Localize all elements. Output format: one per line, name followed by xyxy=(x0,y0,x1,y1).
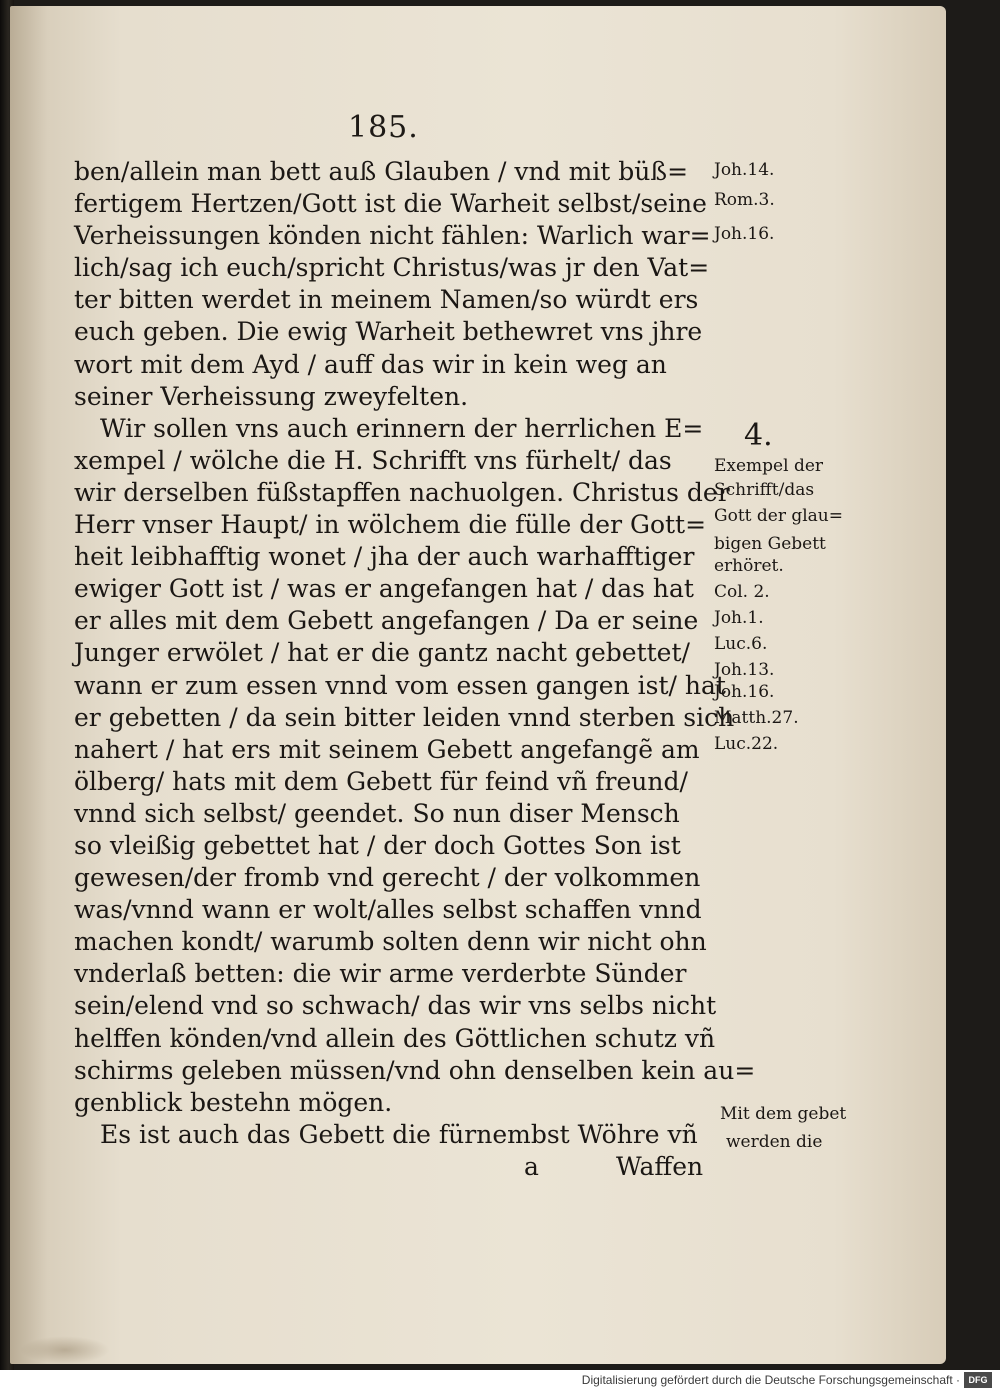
marginal-note: Matth.27. xyxy=(714,708,799,728)
dfg-logo-icon: DFG xyxy=(964,1372,992,1388)
page-number: 185. xyxy=(348,110,419,145)
marginal-note: Joh.16. xyxy=(714,224,775,244)
text-line: wir derselben füßstapffen nachuolgen. Christus der xyxy=(74,477,730,507)
marginal-note: erhöret. xyxy=(714,556,784,576)
text-line: Herr vnser Haupt/ in wölchem die fülle der Gott= xyxy=(74,510,707,540)
text-line: vnnd sich selbst/ geendet. So nun diser Mensch xyxy=(74,798,680,828)
marginal-note: Joh.1. xyxy=(714,608,764,628)
text-line: Verheissungen könden nicht fählen: Warlich war= xyxy=(74,221,711,251)
text-line: Es ist auch das Gebett die fürnembst Wöhre vñ xyxy=(100,1119,698,1149)
text-line: gewesen/der fromb vnd gerecht / der volkommen xyxy=(74,863,701,893)
text-line: fertigem Hertzen/Gott ist die Warheit selbst/seine xyxy=(74,189,707,219)
signature-mark: a xyxy=(524,1152,539,1181)
text-line: Junger erwölet / hat er die gantz nacht gebettet/ xyxy=(74,638,690,668)
text-line: machen kondt/ warumb solten denn wir nicht ohn xyxy=(74,927,707,957)
page-stain xyxy=(20,1336,110,1364)
text-line: schirms geleben müssen/vnd ohn denselben kein au= xyxy=(74,1055,756,1085)
text-line: ben/allein man bett auß Glauben / vnd mit büß= xyxy=(74,157,689,186)
text-line: sein/elend vnd so schwach/ das wir vns selbs nicht xyxy=(74,991,717,1021)
marginal-note: Schrifft/das xyxy=(714,480,815,500)
marginal-note: Exempel der xyxy=(714,456,824,476)
text-line: Wir sollen vns auch erinnern der herrlichen E= xyxy=(100,413,704,443)
text-line: xempel / wölche die H. Schrifft vns fürhelt/ das xyxy=(74,445,672,475)
text-line: lich/sag ich euch/spricht Christus/was jr den Vat= xyxy=(74,253,710,283)
text-line: er alles mit dem Gebett angefangen / Da er seine xyxy=(74,606,699,636)
marginal-note: Mit dem gebet xyxy=(720,1104,847,1124)
text-line: helffen könden/vnd allein des Göttlichen schutz vñ xyxy=(74,1023,716,1053)
footer-bar xyxy=(0,1370,1000,1395)
text-line: genblick bestehn mögen. xyxy=(74,1087,393,1117)
marginal-note: Luc.22. xyxy=(714,734,779,754)
text-line: was/vnnd wann er wolt/alles selbst schaffen vnnd xyxy=(74,895,702,925)
text-line: ter bitten werdet in meinem Namen/so würdt ers xyxy=(74,285,699,315)
text-line: er gebetten / da sein bitter leiden vnnd sterben sich xyxy=(74,702,735,732)
marginal-note: Joh.13. xyxy=(714,660,775,680)
marginal-note: Joh.14. xyxy=(714,160,775,180)
text-line: ewiger Gott ist / was er angefangen hat / das hat xyxy=(74,574,694,604)
marginal-note: Luc.6. xyxy=(714,634,768,654)
text-line: ölberg/ hats mit dem Gebett für feind vñ freund/ xyxy=(74,766,688,796)
catchword: Waffen xyxy=(616,1152,704,1181)
marginal-note: Gott der glau= xyxy=(714,506,844,526)
text-line: wort mit dem Ayd / auff das wir in kein weg an xyxy=(74,349,667,379)
marginal-note: werden die xyxy=(726,1132,823,1152)
text-line: heit leibhafftig wonet / jha der auch warhafftiger xyxy=(74,542,695,572)
marginal-note: Joh.16. xyxy=(714,682,775,702)
marginal-note: bigen Gebett xyxy=(714,534,826,554)
text-line: wann er zum essen vnnd vom essen gangen ist/ hat xyxy=(74,670,726,700)
text-line: nahert / hat ers mit seinem Gebett angefangẽ am xyxy=(74,734,700,764)
text-line: vnderlaß betten: die wir arme verderbte Sünder xyxy=(74,959,687,989)
marginal-note: Col. 2. xyxy=(714,582,770,602)
text-line: so vleißig gebettet hat / der doch Gottes Son ist xyxy=(74,830,681,860)
marginal-note-number: 4. xyxy=(744,418,773,453)
text-line: seiner Verheissung zweyfelten. xyxy=(74,381,469,411)
text-line: euch geben. Die ewig Warheit bethewret vns jhre xyxy=(74,317,703,347)
funding-credit: Digitalisierung gefördert durch die Deutsche Forschungsgemeinschaft · xyxy=(581,1373,960,1387)
marginal-note: Rom.3. xyxy=(714,190,775,210)
